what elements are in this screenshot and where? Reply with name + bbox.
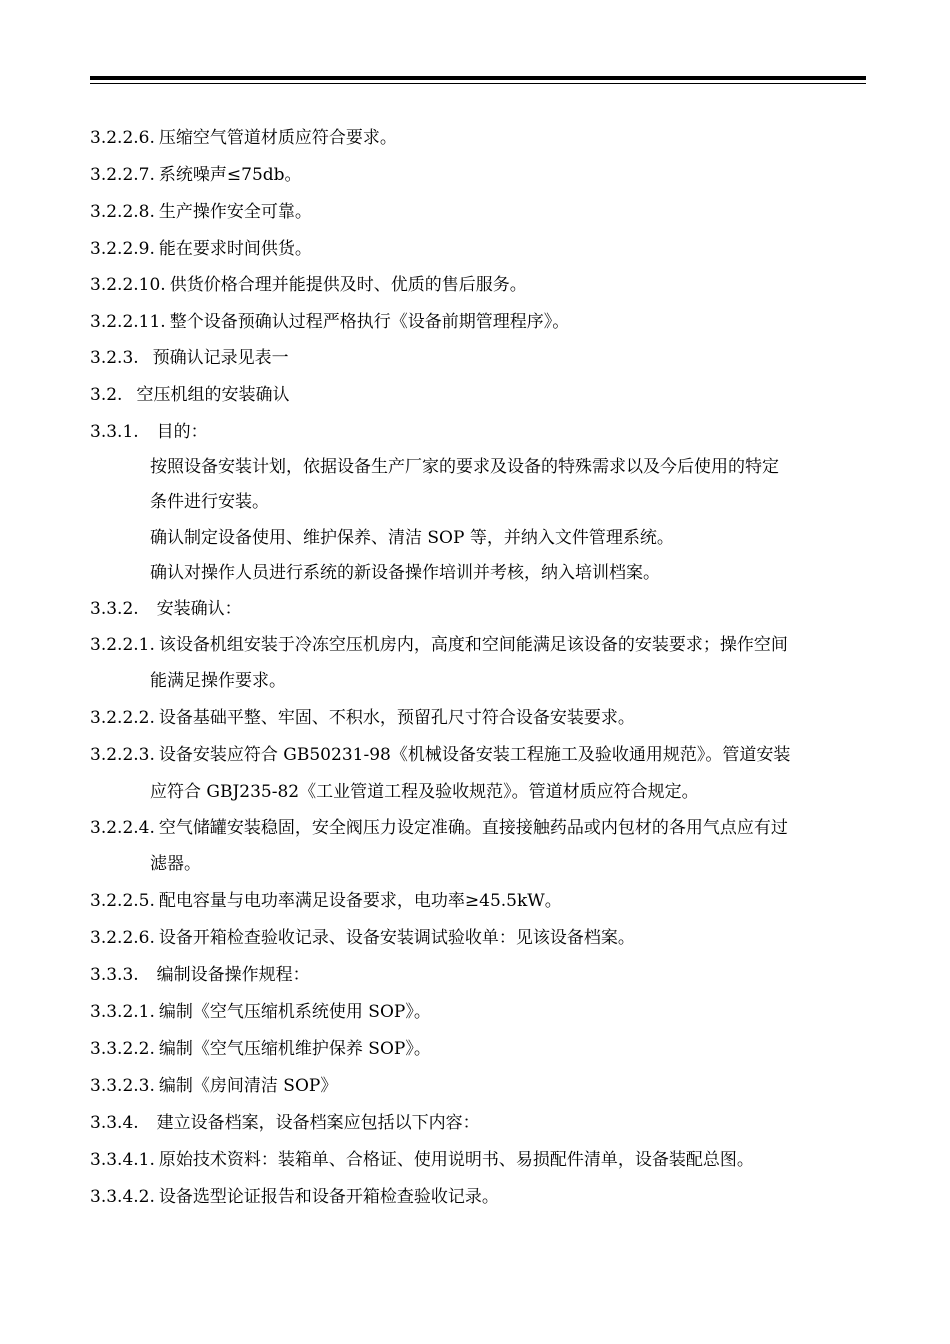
clause-text: 设备基础平整、牢固、不积水，预留孔尺寸符合设备安装要求。: [158, 708, 635, 728]
clause-number: 3.3.2.3.: [90, 1076, 155, 1096]
clause-number: 3.3.1.: [90, 422, 139, 442]
text-line: [90, 1039, 431, 1059]
text-line: [90, 312, 569, 332]
clause-number: 3.2.2.7.: [90, 165, 155, 185]
clause-text: 配电容量与电功率满足设备要求，电功率≥45.5kW。: [158, 891, 562, 911]
clause-number: 3.2.2.6.: [90, 128, 155, 148]
clause-text: 生产操作安全可靠。: [158, 202, 312, 222]
clause-text: 该设备机组安装于冷冻空压机房内，高度和空间能满足该设备的安装要求；操作空间: [158, 635, 788, 655]
text-line: [150, 457, 779, 477]
clause-number: 3.2.2.3.: [90, 745, 155, 765]
clause-number: 3.3.4.2.: [90, 1187, 155, 1207]
clause-text: 安装确认：: [156, 599, 242, 619]
clause-number: 3.3.2.2.: [90, 1039, 155, 1059]
text-line: [90, 599, 242, 619]
text-line: [90, 1187, 499, 1207]
clause-text: 按照设备安装计划，依据设备生产厂家的要求及设备的特殊需求以及今后使用的特定: [150, 457, 779, 477]
clause-text: 设备开箱检查验收记录、设备安装调试验收单：见该设备档案。: [158, 928, 635, 948]
clause-number: 3.3.4.1.: [90, 1150, 155, 1170]
text-line: [90, 1150, 754, 1170]
text-line: [90, 128, 397, 148]
clause-text: 空压机组的安装确认: [136, 385, 290, 405]
clause-number: 3.3.2.: [90, 599, 139, 619]
clause-number: 3.3.4.: [90, 1113, 139, 1133]
clause-text: 原始技术资料：装箱单、合格证、使用说明书、易损配件清单，设备装配总图。: [158, 1150, 754, 1170]
header-rule-thin: [90, 83, 866, 84]
text-line: [90, 385, 289, 405]
text-line: [90, 239, 312, 259]
text-line: [90, 891, 562, 911]
header-rule-thick: [90, 76, 866, 80]
clause-number: 3.2.2.10.: [90, 275, 166, 295]
clause-text: 系统噪声≤75db。: [158, 165, 302, 185]
text-line: [90, 708, 635, 728]
text-line: [150, 671, 286, 691]
text-line: [90, 745, 790, 765]
text-line: [90, 348, 289, 368]
clause-number: 3.2.2.9.: [90, 239, 155, 259]
text-line: [90, 275, 527, 295]
clause-text: 设备安装应符合 GB50231-98《机械设备安装工程施工及验收通用规范》。管道安装: [158, 745, 791, 765]
clause-number: 3.2.: [90, 385, 123, 405]
clause-number: 3.2.3.: [90, 348, 139, 368]
clause-number: 3.3.3.: [90, 965, 139, 985]
text-line: [150, 782, 699, 802]
clause-text: 编制设备操作规程：: [156, 965, 310, 985]
clause-text: 编制《空气压缩机维护保养 SOP》。: [158, 1039, 431, 1059]
text-line: [90, 818, 788, 838]
clause-text: 建立设备档案，设备档案应包括以下内容：: [156, 1113, 480, 1133]
text-line: [150, 492, 269, 512]
clause-number: 3.2.2.6.: [90, 928, 155, 948]
clause-text: 能在要求时间供货。: [158, 239, 312, 259]
text-line: [90, 1113, 480, 1133]
text-line: [90, 202, 312, 222]
clause-number: 3.3.2.1.: [90, 1002, 155, 1022]
clause-text: 编制《房间清洁 SOP》: [158, 1076, 338, 1096]
clause-number: 3.2.2.4.: [90, 818, 155, 838]
text-line: [90, 635, 788, 655]
clause-text: 编制《空气压缩机系统使用 SOP》。: [158, 1002, 431, 1022]
clause-number: 3.2.2.11.: [90, 312, 166, 332]
clause-text: 条件进行安装。: [150, 492, 269, 512]
text-line: [150, 854, 201, 874]
text-line: [90, 928, 635, 948]
clause-number: 3.2.2.8.: [90, 202, 155, 222]
clause-text: 滤器。: [150, 854, 201, 874]
clause-text: 确认对操作人员进行系统的新设备操作培训并考核，纳入培训档案。: [150, 563, 660, 583]
text-line: [150, 563, 660, 583]
clause-text: 压缩空气管道材质应符合要求。: [158, 128, 397, 148]
clause-text: 确认制定设备使用、维护保养、清洁 SOP 等，并纳入文件管理系统。: [150, 528, 674, 548]
clause-text: 设备选型论证报告和设备开箱检查验收记录。: [158, 1187, 499, 1207]
text-line: [90, 1076, 337, 1096]
text-line: [90, 1002, 431, 1022]
clause-text: 能满足操作要求。: [150, 671, 286, 691]
clause-number: 3.2.2.5.: [90, 891, 155, 911]
clause-number: 3.2.2.1.: [90, 635, 155, 655]
clause-text: 空气储罐安装稳固，安全阀压力设定准确。直接接触药品或内包材的各用气点应有过: [158, 818, 788, 838]
text-line: [90, 422, 208, 442]
text-line: [150, 528, 674, 548]
clause-text: 目的：: [156, 422, 208, 442]
text-line: [90, 165, 302, 185]
clause-text: 应符合 GBJ235-82《工业管道工程及验收规范》。管道材质应符合规定。: [150, 782, 699, 802]
clause-text: 整个设备预确认过程严格执行《设备前期管理程序》。: [169, 312, 570, 332]
text-line: [90, 965, 310, 985]
clause-text: 预确认记录见表一: [152, 348, 289, 368]
clause-number: 3.2.2.2.: [90, 708, 155, 728]
clause-text: 供货价格合理并能提供及时、优质的售后服务。: [169, 275, 527, 295]
